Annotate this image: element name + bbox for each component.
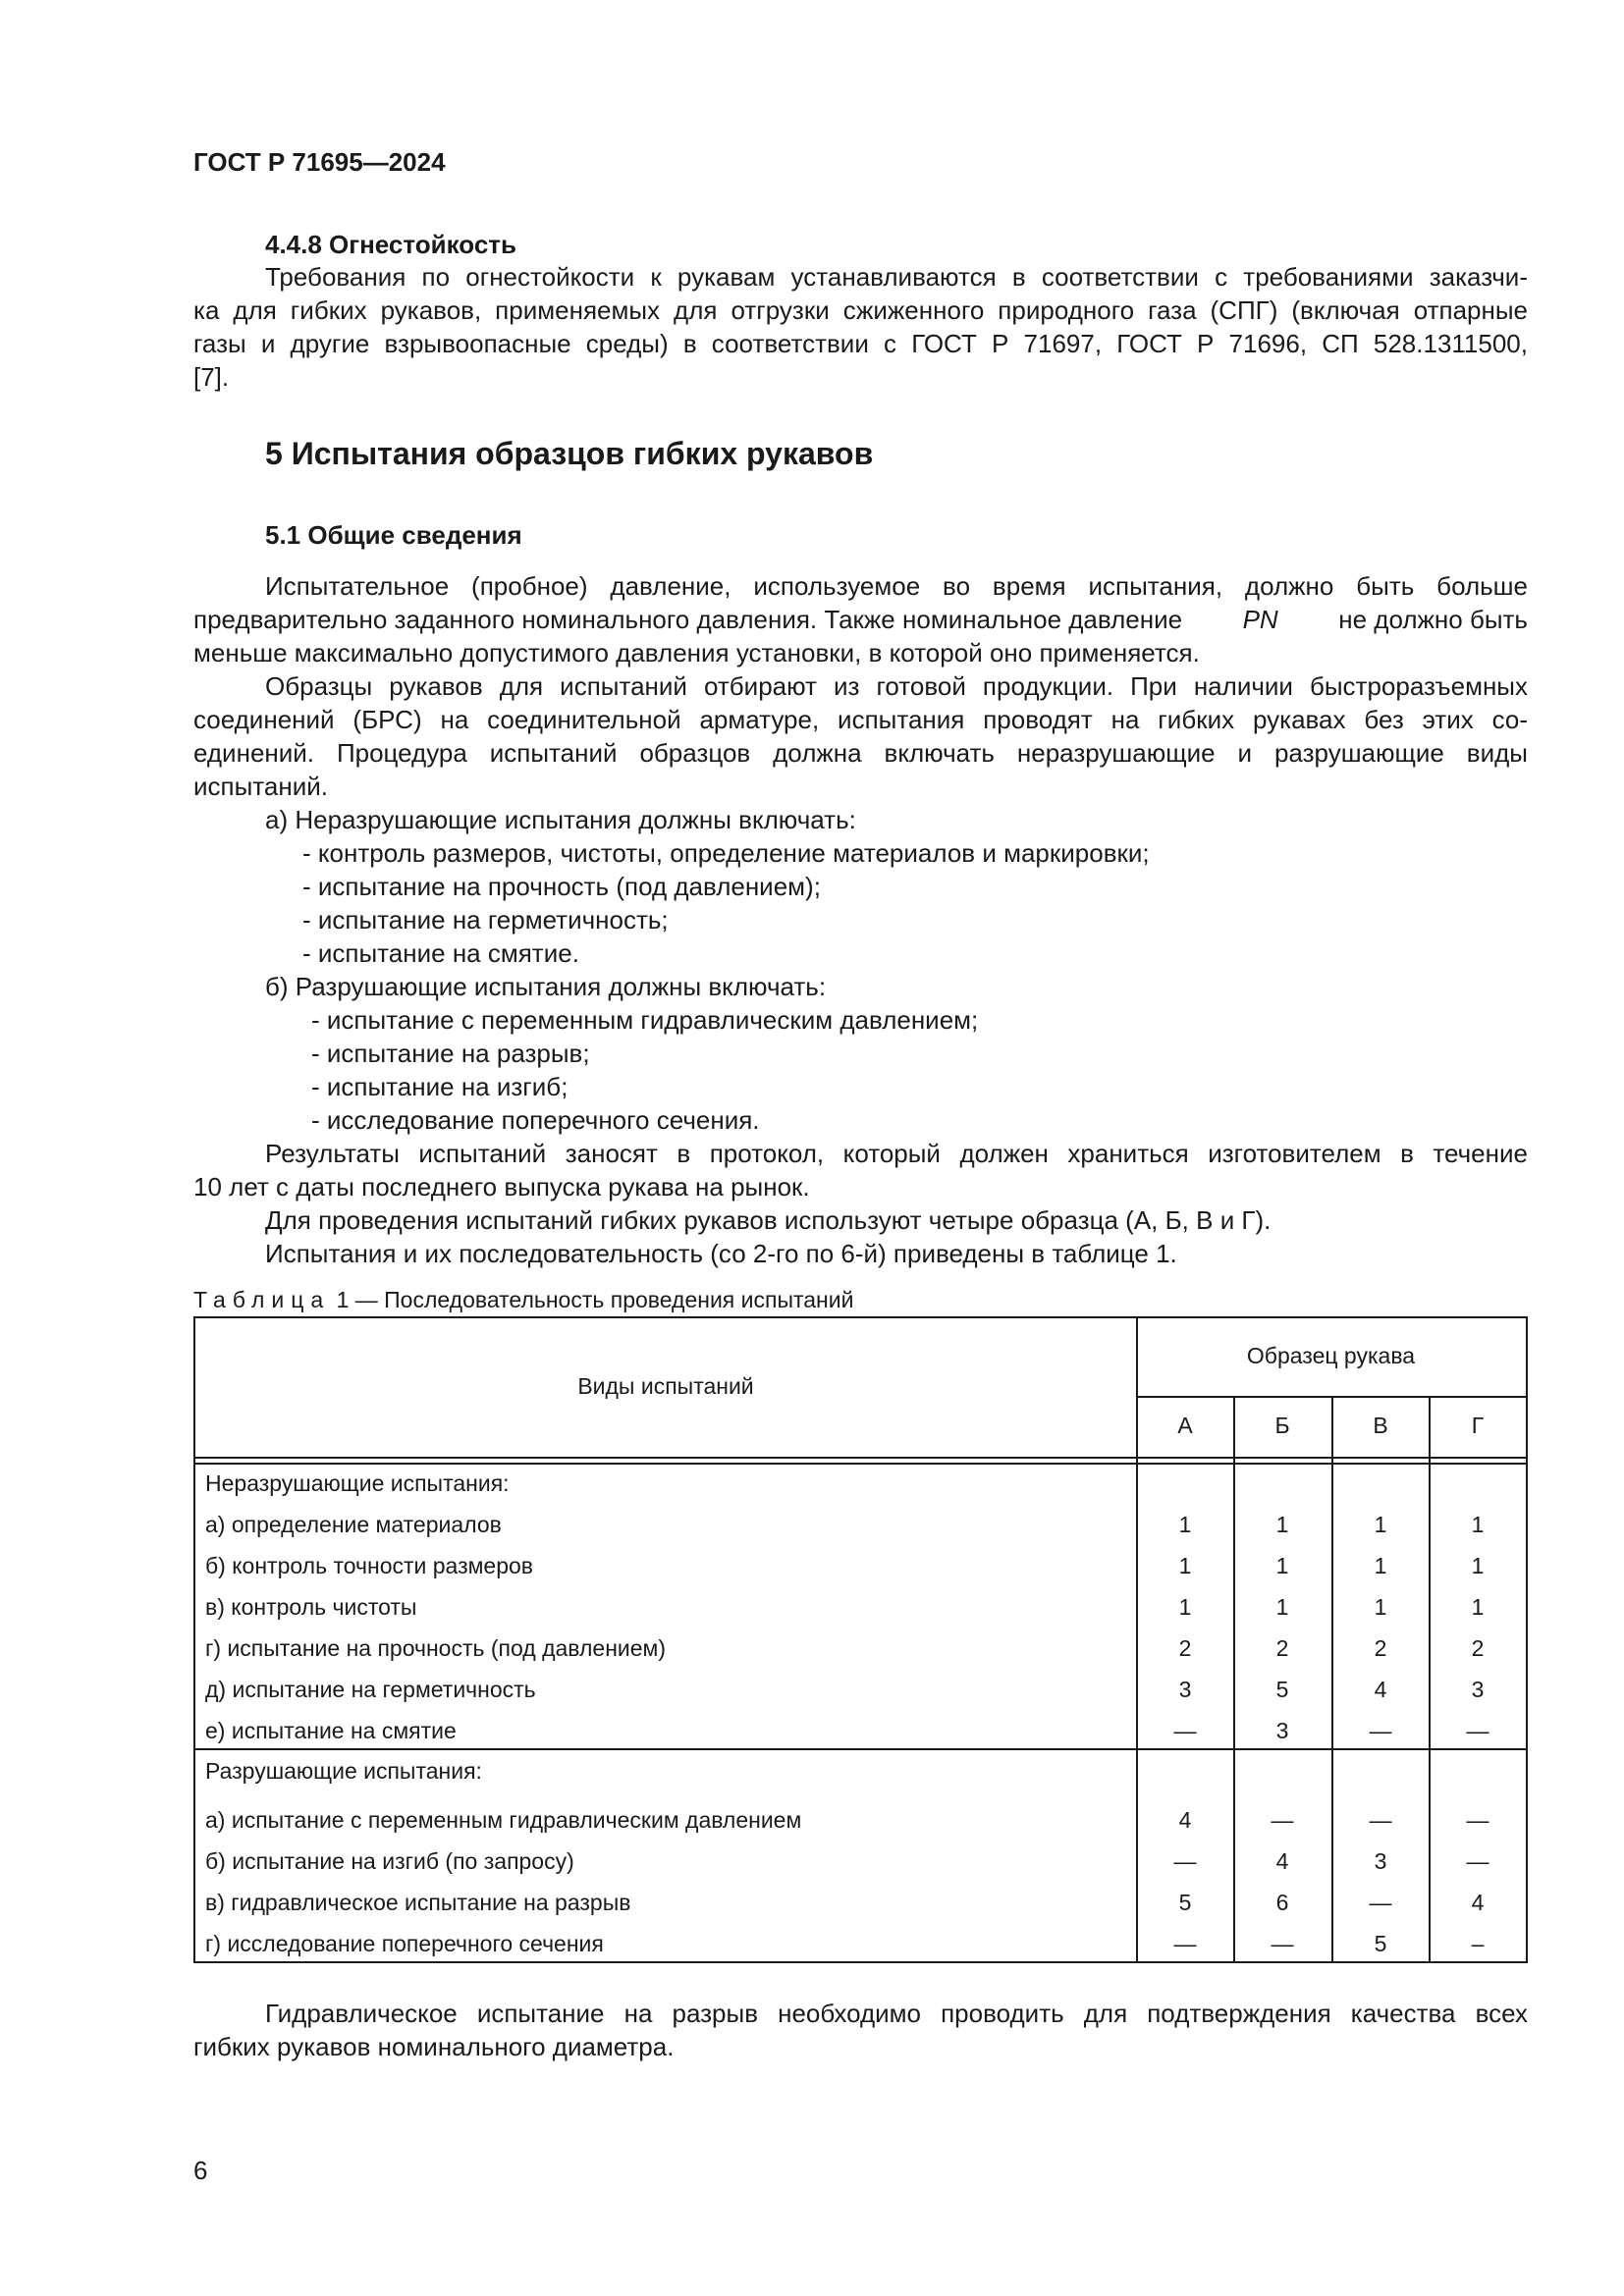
table-cell: – bbox=[1471, 1931, 1485, 1956]
paragraph-line: меньше максимально допустимого давления установки, в которой оно применяется. bbox=[193, 638, 1200, 667]
paragraph-text: не должно быть bbox=[1338, 605, 1528, 634]
sample-header: А bbox=[1177, 1413, 1193, 1438]
table-cell: — bbox=[1173, 1848, 1197, 1874]
table-row-label: б) испытание на изгиб (по запросу) bbox=[205, 1848, 574, 1874]
list-a-title: а) Неразрушающие испытания должны включать: bbox=[265, 805, 856, 834]
section-4-4-8-title: 4.4.8 Огнестойкость bbox=[265, 230, 517, 259]
table-row-label: в) гидравлическое испытание на разрыв bbox=[205, 1890, 631, 1915]
paragraph-line: газы и другие взрывоопасные среды) в соответствии с ГОСТ Р 71697, ГОСТ Р 71696, СП 528.1311500, bbox=[193, 329, 1528, 358]
table-cell: 2 bbox=[1471, 1635, 1485, 1661]
paragraph-line-with-pn bbox=[193, 603, 1528, 636]
paragraph-line: Результаты испытаний заносят в протокол, который должен храниться изготовителем в течение bbox=[265, 1139, 1528, 1168]
table-cell: — bbox=[1173, 1718, 1197, 1743]
table-cell: 1 bbox=[1471, 1594, 1485, 1620]
section-5-title: 5 Испытания образцов гибких рукавов bbox=[265, 436, 874, 471]
table-cell: 4 bbox=[1471, 1890, 1485, 1915]
table-cell: 5 bbox=[1275, 1677, 1289, 1702]
table-group-title: Неразрушающие испытания: bbox=[205, 1470, 510, 1496]
list-item: - контроль размеров, чистоты, определение материалов и маркировки; bbox=[302, 838, 1150, 868]
paragraph-line: Для проведения испытаний гибких рукавов используют четыре образца (А, Б, В и Г). bbox=[265, 1205, 1272, 1235]
pn-symbol: PN bbox=[1242, 605, 1278, 634]
document-code: ГОСТ Р 71695—2024 bbox=[193, 147, 446, 177]
paragraph-line: Испытательное (пробное) давление, используемое во время испытания, должно быть больше bbox=[265, 571, 1528, 601]
sample-header: Г bbox=[1471, 1413, 1485, 1438]
table-cell: — bbox=[1369, 1718, 1392, 1743]
paragraph-line: Образцы рукавов для испытаний отбирают из готовой продукции. При наличии быстроразъемных bbox=[265, 671, 1528, 701]
table-row-label: д) испытание на герметичность bbox=[205, 1677, 536, 1702]
paragraph-line: 10 лет с даты последнего выпуска рукава на рынок. bbox=[193, 1172, 810, 1201]
table-cell: 3 bbox=[1178, 1677, 1192, 1702]
list-item: - испытание с переменным гидравлическим давлением; bbox=[311, 1005, 979, 1035]
table-cell: 1 bbox=[1374, 1553, 1387, 1578]
paragraph-line: соединений (БРС) на соединительной арматуре, испытания проводят на гибких рукавах без этих со- bbox=[193, 705, 1528, 734]
table-cell: 1 bbox=[1374, 1594, 1387, 1620]
list-item: - испытание на герметичность; bbox=[302, 905, 669, 934]
table-divider bbox=[195, 1748, 1526, 1750]
table-cell: 5 bbox=[1178, 1890, 1192, 1915]
table-cell: 1 bbox=[1178, 1512, 1192, 1537]
table-caption-text: 1 — Последовательность проведения испытаний bbox=[336, 1287, 854, 1312]
table-row-label: в) контроль чистоты bbox=[205, 1594, 417, 1620]
tests-sequence-table bbox=[193, 1316, 1528, 1963]
table-cell: 1 bbox=[1178, 1594, 1192, 1620]
table-row-label: г) испытание на прочность (под давлением) bbox=[205, 1635, 667, 1661]
list-b-title: б) Разрушающие испытания должны включать: bbox=[265, 972, 827, 1001]
table-cell: — bbox=[1466, 1807, 1489, 1833]
table-cell: 4 bbox=[1374, 1677, 1387, 1702]
section-5-1-title: 5.1 Общие сведения bbox=[265, 520, 522, 550]
table-row-label: б) контроль точности размеров bbox=[205, 1553, 534, 1578]
sample-header: В bbox=[1373, 1413, 1388, 1438]
table-cell: 2 bbox=[1275, 1635, 1289, 1661]
table-row-label: е) испытание на смятие bbox=[205, 1718, 457, 1743]
table-cell: 1 bbox=[1275, 1553, 1289, 1578]
paragraph-line: гибких рукавов номинального диаметра. bbox=[193, 2032, 675, 2061]
list-item: - испытание на изгиб; bbox=[311, 1072, 568, 1101]
column-header-test-types: Виды испытаний bbox=[577, 1373, 754, 1399]
table-caption-label: Таблица bbox=[193, 1287, 331, 1312]
list-item: - испытание на прочность (под давлением); bbox=[302, 872, 821, 901]
table-cell: 1 bbox=[1275, 1594, 1289, 1620]
paragraph-line: Гидравлическое испытание на разрыв необходимо проводить для подтверждения качества всех bbox=[265, 1999, 1528, 2028]
list-item: - испытание на разрыв; bbox=[311, 1039, 590, 1068]
table-caption bbox=[193, 1287, 853, 1313]
table-cell: 3 bbox=[1275, 1718, 1289, 1743]
table-cell: 4 bbox=[1275, 1848, 1289, 1874]
page-number: 6 bbox=[193, 2156, 208, 2185]
table-cell: — bbox=[1271, 1931, 1294, 1956]
table-cell: 1 bbox=[1275, 1512, 1289, 1537]
table-cell: 1 bbox=[1374, 1512, 1387, 1537]
table-cell: 3 bbox=[1471, 1677, 1485, 1702]
column-group-header: Образец рукава bbox=[1246, 1343, 1416, 1368]
paragraph-line: ка для гибких рукавов, применяемых для отгрузки сжиженного природного газа (СПГ) (включая отпарные bbox=[193, 295, 1528, 325]
table-cell: — bbox=[1369, 1890, 1392, 1915]
table-group-title: Разрушающие испытания: bbox=[205, 1758, 482, 1784]
table-cell: 1 bbox=[1178, 1553, 1192, 1578]
list-item: - испытание на смятие. bbox=[302, 938, 579, 968]
paragraph-line: Испытания и их последовательность (со 2-го по 6-й) приведены в таблице 1. bbox=[265, 1239, 1177, 1268]
table-cell: — bbox=[1466, 1718, 1489, 1743]
table-divider bbox=[1136, 1396, 1526, 1398]
table-cell: 4 bbox=[1178, 1807, 1192, 1833]
table-cell: 1 bbox=[1471, 1512, 1485, 1537]
sample-header: Б bbox=[1274, 1413, 1290, 1438]
table-cell: 6 bbox=[1275, 1890, 1289, 1915]
paragraph-text: предварительно заданного номинального давления. Также номинальное давление bbox=[193, 605, 1183, 634]
table-cell: 1 bbox=[1471, 1553, 1485, 1578]
table-row-label: а) определение материалов bbox=[205, 1512, 502, 1537]
paragraph-line: испытаний. bbox=[193, 772, 328, 801]
table-cell: — bbox=[1271, 1807, 1294, 1833]
table-row-label: г) исследование поперечного сечения bbox=[205, 1931, 604, 1956]
table-cell: 3 bbox=[1374, 1848, 1387, 1874]
list-item: - исследование поперечного сечения. bbox=[311, 1105, 760, 1135]
table-cell: 2 bbox=[1178, 1635, 1192, 1661]
table-divider bbox=[195, 1457, 1526, 1459]
paragraph-line: Требования по огнестойкости к рукавам устанавливаются в соответствии с требованиями заказчи- bbox=[265, 262, 1528, 292]
table-divider bbox=[195, 1463, 1526, 1465]
table-cell: — bbox=[1466, 1848, 1489, 1874]
table-cell: — bbox=[1173, 1931, 1197, 1956]
table-cell: 5 bbox=[1374, 1931, 1387, 1956]
table-row-label: а) испытание с переменным гидравлическим давлением bbox=[205, 1807, 802, 1833]
paragraph-line: [7]. bbox=[193, 362, 230, 392]
paragraph-line: единений. Процедура испытаний образцов должна включать неразрушающие и разрушающие виды bbox=[193, 738, 1528, 768]
table-cell: 2 bbox=[1374, 1635, 1387, 1661]
table-cell: — bbox=[1369, 1807, 1392, 1833]
